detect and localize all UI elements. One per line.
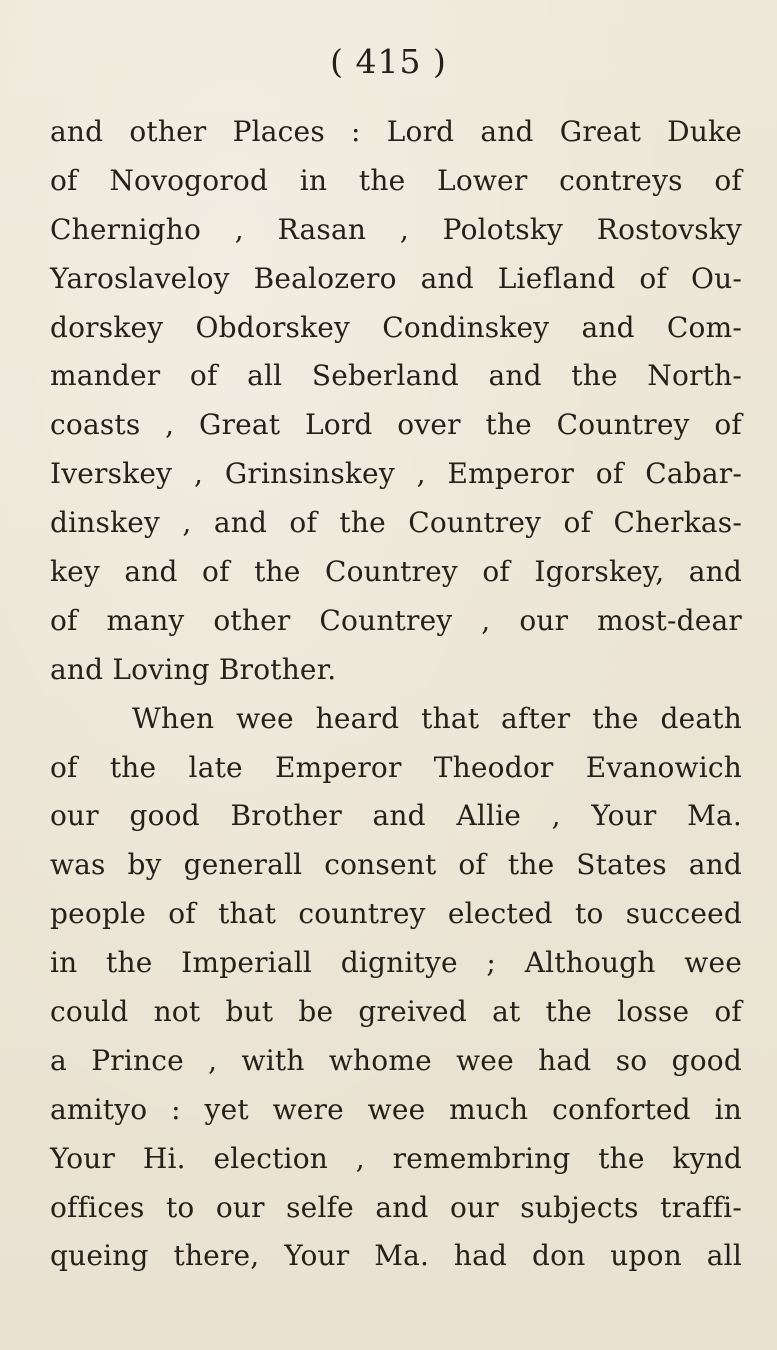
text-line: dorskey Obdorskey Condinskey and Com-: [50, 310, 742, 344]
text-line: key and of the Countrey of Igorskey, and: [50, 555, 742, 589]
text-line: of the late Emperor Theodor Evanowich: [50, 750, 742, 784]
text-line: Iverskey , Grinsinskey , Emperor of Cabar-: [50, 457, 742, 491]
text-line: of Novogorod in the Lower contreys of: [50, 163, 742, 197]
text-line: and other Places : Lord and Great Duke: [50, 115, 742, 148]
text-line: was by generall consent of the States and: [50, 848, 742, 882]
text-line: people of that countrey elected to succeed: [50, 897, 742, 931]
page-number: ( 415 ): [330, 42, 447, 81]
text-line: a Prince , with whome wee had so good: [50, 1043, 742, 1077]
text-line: our good Brother and Allie , Your Ma.: [50, 799, 742, 833]
text-line: offices to our selfe and our subjects traffi-: [50, 1190, 742, 1224]
body-text: [50, 108, 742, 1281]
paragraph-end-line: and Loving Brother.: [50, 652, 337, 686]
paragraph-start-line: When wee heard that after the death: [132, 701, 742, 735]
text-line: Yaroslaveloy Bealozero and Liefland of Ou-: [50, 261, 742, 295]
text-line: in the Imperiall dignitye ; Although wee: [50, 946, 742, 980]
text-line: of many other Countrey , our most-dear: [50, 603, 742, 637]
text-line: Your Hi. election , remembring the kynd: [50, 1141, 742, 1175]
text-line: dinskey , and of the Countrey of Cherkas-: [50, 506, 742, 540]
text-line: Chernigho , Rasan , Polotsky Rostovsky: [50, 212, 742, 246]
text-line: mander of all Seberland and the North-: [50, 359, 742, 393]
text-line: could not but be greived at the losse of: [50, 995, 742, 1029]
text-line: queing there, Your Ma. had don upon all: [50, 1239, 742, 1273]
text-line: amityo : yet were wee much conforted in: [50, 1092, 742, 1126]
text-line: coasts , Great Lord over the Countrey of: [50, 408, 742, 442]
